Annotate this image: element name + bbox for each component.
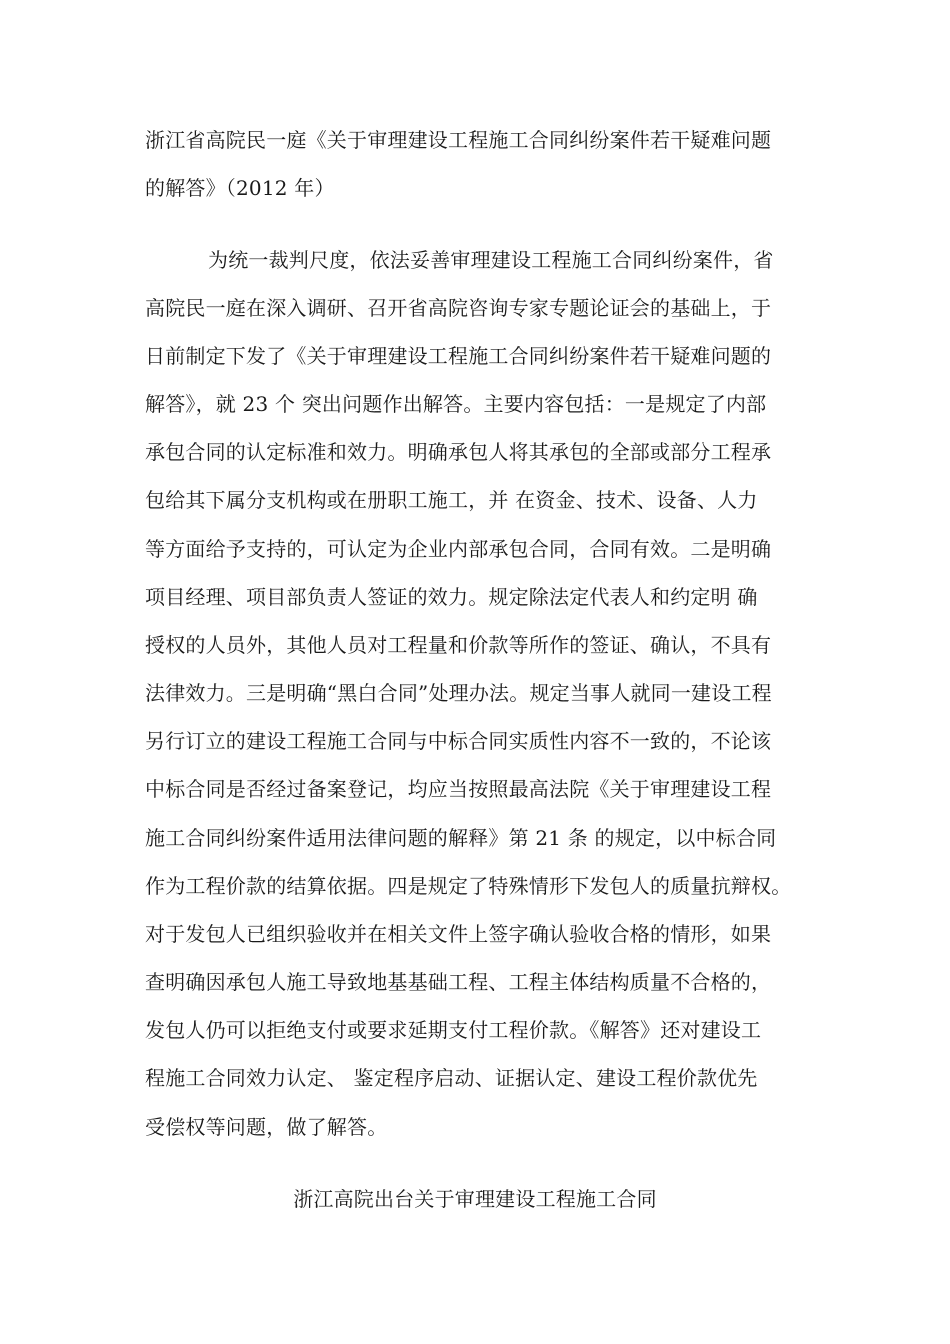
body-line-19: 受偿权等问题，做了解答。 <box>145 1115 388 1139</box>
body-line-5: 承包合同的认定标准和效力。明确承包人将其承包的全部或部分工程承 <box>145 440 772 464</box>
body-line-11: 另行订立的建设工程施工合同与中标合同实质性内容不一致的，不论该 <box>145 729 772 753</box>
body-line-10: 法律效力。三是明确“黑白合同”处理办法。规定当事人就同一建设工程 <box>145 681 772 705</box>
body-line-8: 项目经理、项目部负责人签证的效力。规定除法定代表人和约定明 确 <box>145 585 758 609</box>
body-line-13: 施工合同纠纷案件适用法律问题的解释》第 21 条 的规定，以中标合同 <box>145 826 777 850</box>
closing-heading: 浙江高院出台关于审理建设工程施工合同 <box>293 1187 657 1211</box>
body-line-17: 发包人仍可以拒绝支付或要求延期支付工程价款。《解答》还对建设工 <box>145 1018 762 1042</box>
document-title-line-2: 的解答》（2012 年） <box>145 176 335 200</box>
body-line-6: 包给其下属分支机构或在册职工施工，并 在资金、技术、设备、人力 <box>145 488 758 512</box>
body-line-15: 对于发包人已组织验收并在相关文件上签字确认验收合格的情形，如果 <box>145 922 772 946</box>
body-line-4: 解答》，就 23 个 突出问题作出解答。主要内容包括：一是规定了内部 <box>145 392 767 416</box>
body-line-1: 为统一裁判尺度，依法妥善审理建设工程施工合同纠纷案件，省 <box>208 248 774 272</box>
body-line-2: 高院民一庭在深入调研、召开省高院咨询专家专题论证会的基础上，于 <box>145 296 772 320</box>
body-line-3: 日前制定下发了《关于审理建设工程施工合同纠纷案件若干疑难问题的 <box>145 344 772 368</box>
body-line-16: 查明确因承包人施工导致地基基础工程、工程主体结构质量不合格的， <box>145 970 772 994</box>
body-line-14: 作为工程价款的结算依据。四是规定了特殊情形下发包人的质量抗辩权。 <box>145 874 792 898</box>
body-line-7: 等方面给予支持的，可认定为企业内部承包合同，合同有效。二是明确 <box>145 537 772 561</box>
body-line-12: 中标合同是否经过备案登记，均应当按照最高法院《关于审理建设工程 <box>145 777 772 801</box>
body-line-9: 授权的人员外，其他人员对工程量和价款等所作的签证、确认，不具有 <box>145 633 772 657</box>
document-title-line-1: 浙江省高院民一庭《关于审理建设工程施工合同纠纷案件若干疑难问题 <box>145 128 772 152</box>
body-line-18: 程施工合同效力认定、 鉴定程序启动、证据认定、建设工程价款优先 <box>145 1066 758 1090</box>
